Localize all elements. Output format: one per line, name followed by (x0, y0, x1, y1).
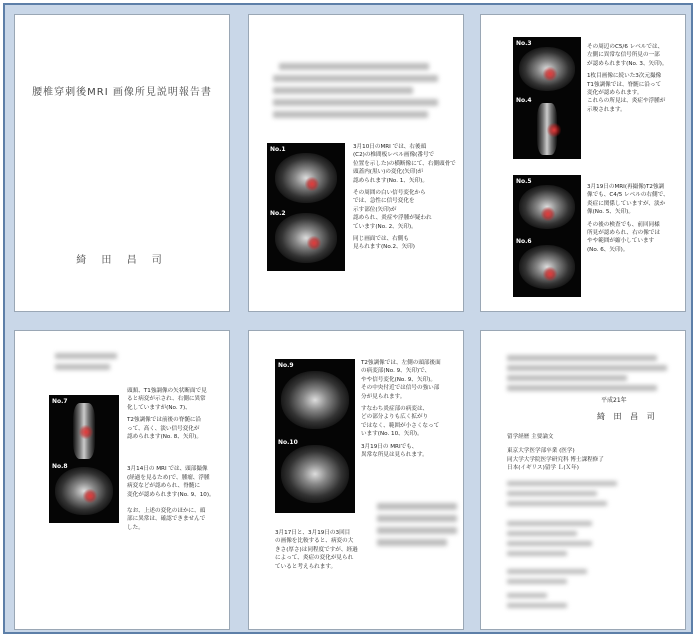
lesion-marker (547, 123, 561, 137)
text-line: 化していますが(No. 7)、 (127, 404, 191, 411)
text-line: どの部分よりも広く拡がり (361, 414, 429, 421)
redacted-text (507, 491, 597, 496)
text-line: 変化が認められます。 (587, 90, 643, 97)
text-line: 部に異常は、確認できませんで (127, 516, 206, 523)
report-author: 綺 田 昌 司 (76, 255, 168, 266)
redacted-text (377, 515, 457, 522)
text-line: 3月10日のMRI では、右後頭 (353, 144, 427, 150)
redacted-text (507, 385, 657, 391)
redacted-text (507, 365, 667, 371)
text-line: 留学経歴 主要論文 (507, 434, 554, 440)
redacted-text (507, 541, 592, 546)
author-profile (507, 433, 667, 473)
text-line: 分が見られます。 (361, 393, 406, 400)
page-thumbnail-3[interactable] (480, 14, 686, 312)
redacted-text (377, 503, 457, 510)
image-label: No.4 (516, 97, 532, 104)
text-line: T2強調像では前後の脊髄に沿 (127, 417, 202, 424)
lesion-marker (541, 207, 555, 221)
image-label: No.9 (278, 362, 294, 369)
text-line: (No. 6、矢印)。 (587, 246, 629, 253)
text-line: 見られます(No.2、矢印) (353, 244, 415, 251)
mri-image-panel (275, 359, 355, 513)
report-title: 腰椎穿刺後MRI 画像所見説明報告書 (32, 87, 212, 98)
lesion-marker (543, 267, 557, 281)
text-line: T2強調像では、左側の頭部後面 (361, 360, 441, 366)
lesion-marker (79, 425, 93, 439)
redacted-text (55, 353, 117, 359)
image-label: No.1 (270, 146, 286, 153)
mri-image-panel (49, 395, 119, 523)
text-line: やや信号変化(No. 9、矢印)。 (361, 376, 436, 383)
document-thumbnail-grid (3, 3, 693, 634)
text-line: ると病変が示され、右側に異常 (127, 396, 206, 403)
text-line: (C2)の椎間板レベル画像(番号で (353, 152, 435, 159)
text-line: ています(No. 2、矢印)。 (353, 223, 417, 230)
text-line: 東京大学医学部卒業 (医学) (507, 448, 575, 455)
redacted-text (507, 593, 547, 598)
page-body-text (127, 387, 227, 532)
text-line: 像でも、C4/5 レベルの右側で、 (587, 192, 669, 199)
text-line: によって、炎症の変化が見られ (275, 555, 354, 562)
text-line: 認められ、炎症や浮腫が疑われ (353, 215, 432, 222)
redacted-text (507, 551, 567, 556)
text-line: 示す部位(矢印)が (353, 206, 397, 213)
redacted-text (55, 364, 110, 370)
image-label: No.5 (516, 178, 532, 185)
redacted-text (279, 63, 429, 70)
redacted-text (507, 579, 567, 584)
text-line: その後の検査でも、前回同様 (587, 221, 660, 228)
text-line: の病変部(No. 9、矢印)で、 (361, 368, 431, 375)
mri-image-panel (513, 175, 581, 297)
text-line: 認められます(No. 1、矢印)。 (353, 177, 428, 184)
page-thumbnail-2[interactable] (248, 14, 464, 312)
text-line: 示唆されます。 (587, 106, 626, 113)
lesion-marker (307, 236, 321, 250)
text-line: きさ(厚さ)は同程度ですが、経過 (275, 546, 358, 553)
text-line: 変化が認められます(No. 9、10)。 (127, 491, 215, 498)
redacted-text (377, 539, 447, 546)
redacted-text (273, 75, 438, 82)
redacted-text (507, 375, 627, 381)
redacted-text (507, 481, 617, 486)
mri-axial-scan (281, 445, 349, 503)
page-body-text (587, 183, 683, 254)
image-label: No.10 (278, 439, 298, 446)
lesion-marker (543, 67, 557, 81)
text-line: 所見が認められ、右の像では (587, 230, 661, 237)
text-line: います(No. 10、矢印)。 (361, 431, 423, 438)
text-line: 頭蓋内(黒い)の変化(矢印)が (353, 169, 424, 176)
text-line: (経過を見るため)で、腫瘤、浮腫 (127, 474, 210, 481)
page-body-text (353, 143, 461, 252)
text-line: ていると考えられます。 (275, 563, 337, 570)
text-line: 左側に異常な信号所見の一部 (587, 52, 660, 59)
redacted-text (507, 531, 577, 536)
signature-name: 綺 田 昌 司 (597, 412, 658, 421)
text-line: 同大学大学院医学研究科 博士課程修了 (507, 456, 604, 463)
redacted-text (507, 501, 607, 506)
image-label: No.6 (516, 238, 532, 245)
text-line: その中央付近では信号の強い部 (361, 385, 440, 392)
text-line: T1強調像では、脊髄に沿って (587, 81, 662, 88)
text-line: その周辺のC5/6 レベルでは、 (587, 44, 664, 50)
page-thumbnail-4[interactable] (14, 330, 230, 630)
page-body-text (587, 43, 683, 114)
page-thumbnail-5[interactable] (248, 330, 464, 630)
redacted-text (273, 99, 438, 106)
text-line: した。 (127, 524, 144, 531)
mri-axial-scan (281, 371, 349, 429)
text-line: 頭頚、T1強調像の矢状断面で見 (127, 388, 207, 394)
text-line: 3月14日の MRI では、頭部撮像 (127, 466, 208, 473)
text-line: 同じ画面では、右側も (353, 236, 409, 243)
mri-image-panel (513, 37, 581, 159)
text-line: では、急性に信号変化を (353, 198, 415, 205)
text-line: ではなく、範囲が小さくなって (361, 422, 440, 429)
page-thumbnail-6[interactable] (480, 330, 686, 630)
text-line: やや範囲が縮小しています (587, 238, 655, 245)
text-line: 3月19日の MRIでも、 (361, 443, 418, 450)
redacted-text (273, 87, 413, 94)
report-date: 平成21年 (601, 397, 627, 404)
text-line: なお、上述の変化のほかに、頭 (127, 508, 206, 515)
text-line: 3月19日のMRI(再撮像)T2強調 (587, 184, 665, 190)
redacted-text (273, 111, 428, 118)
redacted-text (377, 527, 457, 534)
lesion-marker (305, 177, 319, 191)
text-line: 炎症に関係していますが、淡か (587, 200, 666, 207)
redacted-text (507, 569, 587, 574)
text-line: 像(No. 5、矢印)。 (587, 209, 634, 216)
text-line: の画像を比較すると、病変の大 (275, 538, 354, 545)
text-line: すなわち炎症部の病変は、 (361, 406, 429, 413)
text-line: が認められます(No. 3、矢印)。 (587, 60, 668, 67)
redacted-text (507, 603, 567, 608)
redacted-text (507, 355, 657, 361)
text-line: 認められます(No. 8、矢印)。 (127, 434, 202, 441)
redacted-text (507, 521, 592, 526)
text-line: 位置を示した)の横断像にて、右側頭骨で (353, 160, 456, 167)
mri-axial-scan (275, 213, 337, 263)
page-thumbnail-cover[interactable] (14, 14, 230, 312)
text-line: 3月17日と、3月19日の3回目 (275, 530, 351, 536)
text-line: 1枚目画像に続いた3次元撮像 (587, 73, 662, 80)
text-line: 異常な所見は見られます。 (361, 452, 428, 459)
image-label: No.2 (270, 210, 286, 217)
text-line: 病変などが認められ、脊髄に (127, 483, 201, 490)
lesion-marker (83, 489, 97, 503)
text-line: って、高く、淡い信号変化が (127, 425, 200, 432)
image-label: No.3 (516, 40, 532, 47)
mri-image-panel (267, 143, 345, 271)
text-line: その周囲の白い信号変化から (353, 190, 426, 197)
page-body-text (275, 529, 385, 571)
text-line: これらの所見は、炎症や浮腫が (587, 98, 666, 105)
page-body-text (361, 359, 461, 459)
text-line: 日本(イギリス)留学 Ｌ(Ｘ年) (507, 465, 579, 472)
image-label: No.7 (52, 398, 68, 405)
image-label: No.8 (52, 463, 68, 470)
